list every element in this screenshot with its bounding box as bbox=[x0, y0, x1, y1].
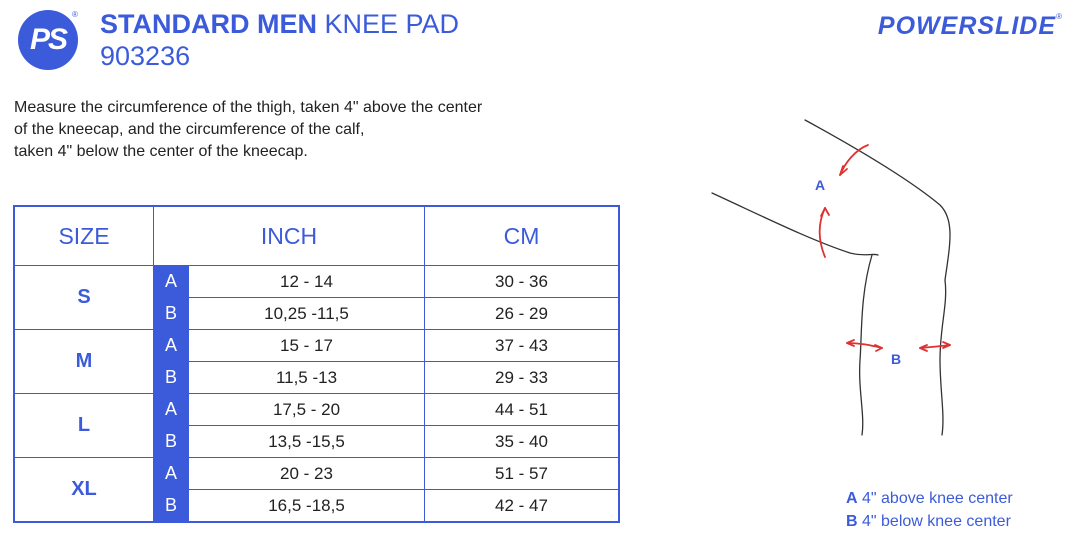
diagram-label-b: B bbox=[891, 351, 902, 367]
diagram-legend bbox=[846, 487, 1013, 533]
shin-outline bbox=[940, 280, 946, 435]
measure-point-label: B bbox=[154, 490, 189, 523]
legend-key: B bbox=[846, 513, 858, 530]
product-title-rest: KNEE PAD bbox=[317, 9, 460, 39]
cm-value: 44 - 51 bbox=[425, 394, 620, 426]
inch-value: 13,5 -15,5 bbox=[189, 426, 425, 458]
measurement-description bbox=[14, 97, 574, 163]
cm-value: 26 - 29 bbox=[425, 298, 620, 330]
brand-wordmark: POWERSLIDE bbox=[877, 12, 1056, 40]
inch-value: 17,5 - 20 bbox=[189, 394, 425, 426]
legend-text: 4" above knee center bbox=[857, 490, 1013, 507]
measure-point-label: A bbox=[154, 394, 189, 426]
size-label: S bbox=[14, 266, 154, 330]
product-title bbox=[100, 8, 459, 40]
size-label: M bbox=[14, 330, 154, 394]
measure-point-label: B bbox=[154, 362, 189, 394]
inch-value: 15 - 17 bbox=[189, 330, 425, 362]
measure-point-label: A bbox=[154, 266, 189, 298]
measure-point-label: A bbox=[154, 330, 189, 362]
measure-point-label: B bbox=[154, 298, 189, 330]
red-arrows bbox=[820, 145, 950, 351]
header-cm: CM bbox=[425, 206, 620, 266]
cm-value: 42 - 47 bbox=[425, 490, 620, 523]
header-inch: INCH bbox=[154, 206, 425, 266]
size-label: XL bbox=[14, 458, 154, 523]
inch-value: 12 - 14 bbox=[189, 266, 425, 298]
description-line: of the kneecap, and the circumference of the calf, bbox=[14, 121, 365, 138]
thigh-top-outline bbox=[805, 120, 950, 280]
legend-text: 4" below knee center bbox=[857, 513, 1011, 530]
legend-item-b bbox=[846, 510, 1013, 533]
table-row bbox=[14, 458, 619, 490]
inch-value: 20 - 23 bbox=[189, 458, 425, 490]
description-line: taken 4" below the center of the kneecap. bbox=[14, 143, 308, 160]
table-header-row bbox=[14, 206, 619, 266]
table-row bbox=[14, 266, 619, 298]
header-size: SIZE bbox=[14, 206, 154, 266]
measure-point-label: B bbox=[154, 426, 189, 458]
diagram-label-a: A bbox=[815, 177, 826, 193]
logo-text: PS bbox=[29, 23, 67, 56]
cm-value: 29 - 33 bbox=[425, 362, 620, 394]
cm-value: 35 - 40 bbox=[425, 426, 620, 458]
description-line: Measure the circumference of the thigh, taken 4" above the center bbox=[14, 99, 483, 116]
knee-diagram bbox=[700, 105, 980, 455]
inch-value: 16,5 -18,5 bbox=[189, 490, 425, 523]
table-row bbox=[14, 330, 619, 362]
inch-value: 10,25 -11,5 bbox=[189, 298, 425, 330]
table-row bbox=[14, 394, 619, 426]
thigh-bottom-outline bbox=[712, 193, 878, 255]
cm-value: 37 - 43 bbox=[425, 330, 620, 362]
powerslide-logo bbox=[18, 10, 78, 70]
logo-registered-mark: ® bbox=[72, 10, 78, 19]
cm-value: 51 - 57 bbox=[425, 458, 620, 490]
product-title-bold: STANDARD MEN bbox=[100, 9, 317, 39]
measure-point-label: A bbox=[154, 458, 189, 490]
leg-outline bbox=[712, 120, 950, 435]
cm-value: 30 - 36 bbox=[425, 266, 620, 298]
size-label: L bbox=[14, 394, 154, 458]
legend-item-a bbox=[846, 487, 1013, 510]
product-code: 903236 bbox=[100, 41, 191, 71]
inch-value: 11,5 -13 bbox=[189, 362, 425, 394]
legend-key: A bbox=[846, 490, 858, 507]
size-chart-table bbox=[13, 205, 620, 523]
brand-registered-mark: ® bbox=[1056, 12, 1062, 21]
arrowhead bbox=[821, 208, 829, 216]
